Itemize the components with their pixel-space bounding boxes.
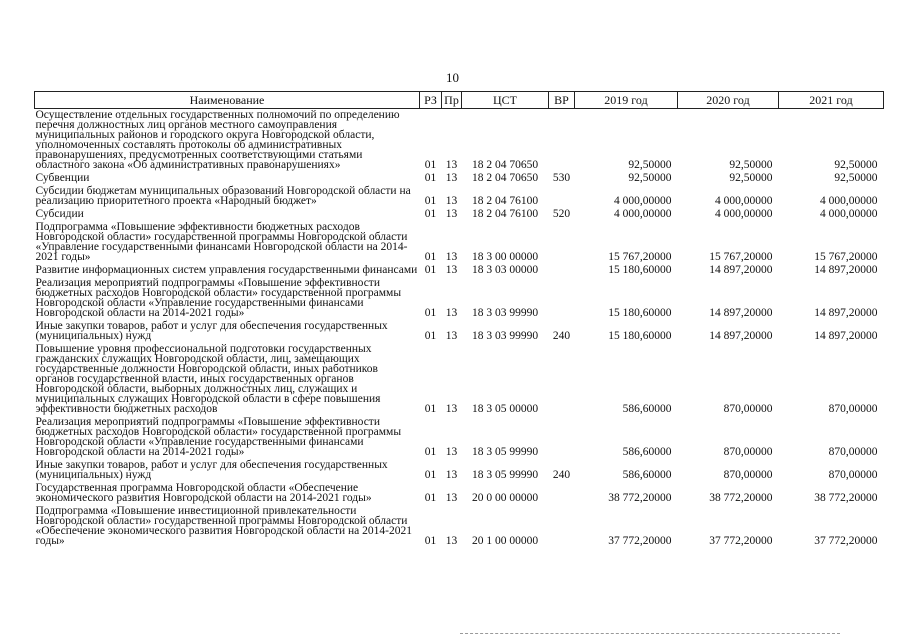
cell-pr: 13 — [445, 469, 458, 481]
cell-2021: 15 767,20000 — [814, 251, 878, 263]
cell-vr — [549, 264, 575, 277]
cell-2019: 586,60000 — [622, 469, 672, 481]
cell-cst: 18 3 05 00000 — [471, 403, 539, 415]
cell-name: Субсидии бюджетам муниципальных образований Новгородской области на реализацию приоритетного проекта «Народный бюджет» — [35, 185, 411, 207]
column-header-2021: 2021 год — [779, 92, 884, 109]
cell-cst: 18 3 03 99990 — [471, 307, 539, 319]
cell-2021: 14 897,20000 — [814, 307, 878, 319]
cell-vr — [549, 505, 575, 548]
cell-name: Осуществление отдельных государственных полномочий по определению перечня должностных лиц органов местного самоуправления муниципальных районов и городского округа Новгородской области, уполномоченных составлять протоколы об административных правонарушениях, предусмотренных соответствующими статьями областного закона «Об административных правонарушениях» — [35, 109, 400, 171]
cell-name: Подпрограмма «Повышение инвестиционной привлекательности Новгородской области» государственной программы Новгородской области «Обеспечение экономического развития Новгородской области на 2014-2021 годы» — [35, 505, 412, 547]
cell-vr: 240 — [552, 330, 571, 342]
cell-pr: 13 — [445, 195, 458, 207]
cell-vr: 240 — [552, 469, 571, 481]
cell-rz: 01 — [424, 492, 437, 504]
cell-cst: 20 1 00 00000 — [471, 535, 539, 547]
table-row — [35, 277, 884, 320]
cell-2021: 14 897,20000 — [814, 330, 878, 342]
cell-2019: 92,50000 — [628, 172, 672, 184]
cell-2019: 15 180,60000 — [608, 307, 672, 319]
cell-2019: 586,60000 — [622, 403, 672, 415]
cell-2021: 92,50000 — [834, 172, 878, 184]
page-number: 10 — [446, 70, 459, 85]
cell-vr — [549, 416, 575, 459]
cell-name: Подпрограмма «Повышение эффективности бюджетных расходов Новгородской области» государственной программы Новгородской области «Управление государственными финансами Новгородской области на 2014-2021 годы» — [35, 221, 408, 263]
cell-rz: 01 — [424, 535, 437, 547]
cell-rz: 01 — [424, 208, 437, 220]
table-row — [35, 320, 884, 343]
cell-2019: 15 180,60000 — [608, 264, 672, 276]
column-header-2019: 2019 год — [575, 92, 678, 109]
cell-cst: 18 2 04 76100 — [471, 195, 539, 207]
cell-pr: 13 — [445, 251, 458, 263]
cell-2019: 15 180,60000 — [608, 330, 672, 342]
cell-cst: 18 3 00 00000 — [471, 251, 539, 263]
cell-2019: 37 772,20000 — [608, 535, 672, 547]
cell-name: Субсидии — [35, 208, 84, 220]
cell-2019: 4 000,00000 — [614, 208, 672, 220]
cell-rz: 01 — [424, 469, 437, 481]
cell-2020: 15 767,20000 — [709, 251, 773, 263]
cell-pr: 13 — [445, 446, 458, 458]
cell-rz: 01 — [424, 446, 437, 458]
cell-vr — [549, 185, 575, 208]
cell-rz: 01 — [424, 159, 437, 171]
cell-name: Повышение уровня профессиональной подготовки государственных гражданских служащих Новгородской области, лиц, замещающих государственные должности Новгородской области, иных работников органов государственной власти, иных государственных органов Новгородской области, выборных должностных лиц, служащих и муниципальных служащих Новгородской области в сфере повышения эффективности бюджетных расходов — [35, 343, 381, 415]
cell-2020: 870,00000 — [723, 403, 773, 415]
table-body — [35, 109, 884, 549]
cell-cst: 18 3 03 99990 — [471, 330, 539, 342]
cell-vr — [549, 277, 575, 320]
cell-2019: 4 000,00000 — [614, 195, 672, 207]
cell-rz: 01 — [424, 307, 437, 319]
cell-2021: 4 000,00000 — [820, 195, 878, 207]
cell-2021: 14 897,20000 — [814, 264, 878, 276]
cell-name: Субвенции — [35, 172, 90, 184]
column-header-2020: 2020 год — [678, 92, 779, 109]
cell-2020: 38 772,20000 — [709, 492, 773, 504]
column-header-name: Наименование — [35, 92, 420, 109]
cell-cst: 18 2 04 76100 — [471, 208, 539, 220]
cell-2019: 38 772,20000 — [608, 492, 672, 504]
cell-rz: 01 — [424, 172, 437, 184]
cell-pr: 13 — [445, 159, 458, 171]
cell-cst: 18 2 04 70650 — [471, 172, 539, 184]
cell-pr: 13 — [445, 403, 458, 415]
cell-vr — [549, 221, 575, 264]
budget-table — [34, 91, 884, 548]
table-row — [35, 416, 884, 459]
cell-rz: 01 — [424, 251, 437, 263]
cell-2021: 37 772,20000 — [814, 535, 878, 547]
cell-cst: 18 3 05 99990 — [471, 446, 539, 458]
table-row — [35, 505, 884, 548]
cell-2021: 870,00000 — [828, 403, 878, 415]
cell-2020: 4 000,00000 — [715, 195, 773, 207]
cell-vr: 530 — [552, 172, 571, 184]
table-row — [35, 172, 884, 185]
cell-name: Иные закупки товаров, работ и услуг для обеспечения государственных (муниципальных) нужд — [35, 320, 388, 342]
cell-2020: 14 897,20000 — [709, 330, 773, 342]
cell-2019: 92,50000 — [628, 159, 672, 171]
page-bottom-rule — [460, 633, 840, 635]
cell-2019: 15 767,20000 — [608, 251, 672, 263]
cell-rz: 01 — [424, 195, 437, 207]
cell-name: Государственная программа Новгородской области «Обеспечение экономического развития Новгородской области на 2014-2021 годы» — [35, 482, 372, 504]
cell-2021: 92,50000 — [834, 159, 878, 171]
cell-rz: 01 — [424, 330, 437, 342]
cell-2021: 4 000,00000 — [820, 208, 878, 220]
cell-cst: 18 2 04 70650 — [471, 159, 539, 171]
cell-2020: 92,50000 — [729, 172, 773, 184]
cell-2021: 870,00000 — [828, 469, 878, 481]
table-row — [35, 459, 884, 482]
cell-2019: 586,60000 — [622, 446, 672, 458]
cell-2020: 870,00000 — [723, 469, 773, 481]
cell-2020: 92,50000 — [729, 159, 773, 171]
cell-name: Развитие информационных систем управления государственными финансами — [35, 264, 418, 276]
cell-2020: 4 000,00000 — [715, 208, 773, 220]
cell-pr: 13 — [445, 172, 458, 184]
table-row — [35, 343, 884, 416]
cell-2021: 870,00000 — [828, 446, 878, 458]
table-header-row — [35, 92, 884, 109]
table-row — [35, 185, 884, 208]
cell-cst: 18 3 05 99990 — [471, 469, 539, 481]
cell-vr: 520 — [552, 208, 571, 220]
cell-cst: 18 3 03 00000 — [471, 264, 539, 276]
table-row — [35, 208, 884, 221]
cell-pr: 13 — [445, 535, 458, 547]
cell-pr: 13 — [445, 208, 458, 220]
cell-2021: 38 772,20000 — [814, 492, 878, 504]
cell-2020: 37 772,20000 — [709, 535, 773, 547]
cell-pr: 13 — [445, 330, 458, 342]
column-header-cst: ЦСТ — [462, 92, 549, 109]
cell-rz: 01 — [424, 264, 437, 276]
cell-name: Реализация мероприятий подпрограммы «Повышение эффективности бюджетных расходов Новгородской области» государственной программы Новгородской области «Управление государственными финансами Новгородской области на 2014-2021 годы» — [35, 277, 402, 319]
cell-name: Иные закупки товаров, работ и услуг для обеспечения государственных (муниципальных) нужд — [35, 459, 388, 481]
cell-name: Реализация мероприятий подпрограммы «Повышение эффективности бюджетных расходов Новгородской области» государственной программы Новгородской области «Управление государственными финансами Новгородской области на 2014-2021 годы» — [35, 416, 402, 458]
cell-vr — [549, 482, 575, 505]
cell-cst: 20 0 00 00000 — [471, 492, 539, 504]
cell-vr — [549, 343, 575, 416]
table-row — [35, 482, 884, 505]
cell-2020: 14 897,20000 — [709, 264, 773, 276]
table-row — [35, 109, 884, 173]
cell-pr: 13 — [445, 307, 458, 319]
cell-vr — [549, 109, 575, 173]
table-row — [35, 221, 884, 264]
column-header-rz: РЗ — [420, 92, 442, 109]
column-header-pr: Пр — [442, 92, 462, 109]
column-header-vr: ВР — [549, 92, 575, 109]
table-row — [35, 264, 884, 277]
cell-2020: 870,00000 — [723, 446, 773, 458]
cell-rz: 01 — [424, 403, 437, 415]
cell-pr: 13 — [445, 492, 458, 504]
cell-2020: 14 897,20000 — [709, 307, 773, 319]
cell-pr: 13 — [445, 264, 458, 276]
